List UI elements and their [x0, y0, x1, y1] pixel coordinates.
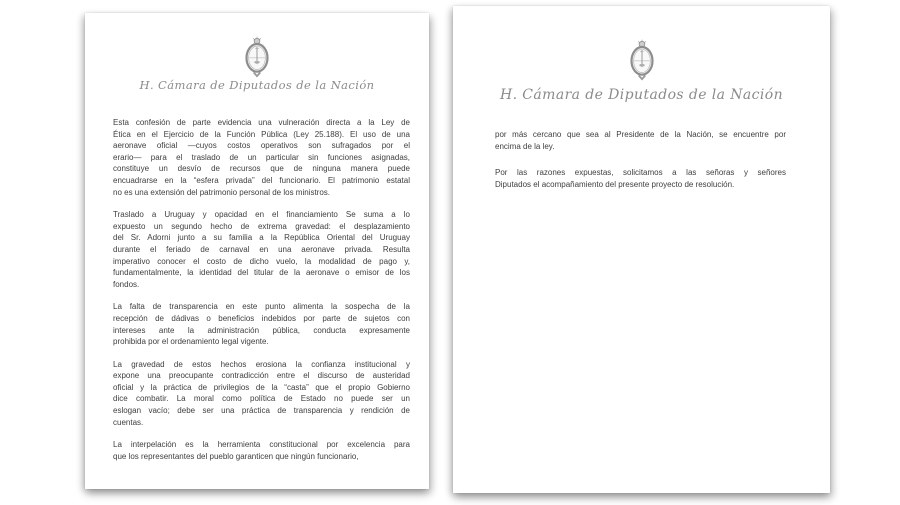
paragraph	[495, 129, 786, 154]
text-line: dice combatir. La moral como política de Estado no puede ser un	[113, 394, 410, 404]
institution-header: H. Cámara de Diputados de la Nación	[500, 87, 783, 103]
text-line: expone una preocupante contradicción entre el discurso de austeridad	[113, 371, 410, 381]
page-body-text	[495, 129, 786, 204]
paragraph	[495, 167, 786, 192]
text-line: imperativo conocer el costo de dicho vuelo, la modalidad de pago y,	[113, 256, 410, 266]
text-line: encuadrarse en la “esfera privada” del funcionario. El patrimonio estatal	[113, 175, 410, 185]
text-line: eslogan vacío; debe ser una práctica de transparencia y rendición de	[113, 406, 410, 416]
text-line: del Sr. Adorni junto a su familia a la República Oriental del Uruguay	[113, 233, 410, 243]
text-line: no es una extensión del patrimonio personal de los ministros.	[113, 187, 331, 197]
text-line: recepción de dádivas o beneficios indebidos por parte de sujetos con	[113, 313, 410, 323]
text-line: que los representantes del pueblo garanticen que ningún funcionario,	[113, 451, 359, 461]
document-page-2	[453, 6, 830, 493]
text-line: aeronave oficial —cuyos costos operativos son sufragados por el	[113, 141, 410, 151]
text-line: fundamentalmente, la identidad del titular de la aeronave o emisor de los	[113, 268, 410, 278]
text-line: cuentas.	[113, 417, 144, 427]
text-line: intereses ante la administración pública, conducta expresamente	[113, 325, 410, 335]
page-body-text	[113, 117, 410, 473]
text-line: fondos.	[113, 279, 140, 289]
text-line: constituye un desvío de recursos que de ninguna manera puede	[113, 164, 410, 174]
text-line: erario— para el traslado de un particular sin funciones asignadas,	[113, 152, 410, 162]
argentina-coat-of-arms-icon	[242, 35, 272, 79]
text-line: Diputados el acompañamiento del presente proyecto de resolución.	[495, 179, 735, 189]
paragraph	[113, 439, 410, 462]
text-line: Por las razones expuestas, solicitamos a las señoras y señores	[495, 167, 786, 177]
text-line: La interpelación es la herramienta constitucional por excelencia para	[113, 440, 410, 450]
text-line: durante el feriado de carnaval en una aeronave privada. Resulta	[113, 244, 410, 254]
text-line: Esta confesión de parte evidencia una vulneración directa a la Ley de	[113, 118, 410, 127]
text-line: Traslado a Uruguay y opacidad en el financiamiento Se suma a lo	[113, 210, 410, 220]
text-line: por más cercano que sea al Presidente de la Nación, se encuentre por	[495, 130, 786, 139]
argentina-coat-of-arms-icon	[627, 38, 657, 82]
text-line: prohibida por el ordenamiento legal vigente.	[113, 337, 269, 347]
text-line: oficial y la práctica de privilegios de la “casta” que el propio Gobierno	[113, 382, 410, 392]
institution-header: H. Cámara de Diputados de la Nación	[139, 78, 375, 92]
paragraph	[113, 117, 410, 198]
paragraph	[113, 301, 410, 347]
paragraph	[113, 209, 410, 290]
text-line: La falta de transparencia en este punto alimenta la sospecha de la	[113, 302, 410, 312]
text-line: La gravedad de estos hechos erosiona la confianza institucional y	[113, 359, 410, 369]
text-line: expuesto un segundo hecho de extrema gravedad: el desplazamiento	[113, 221, 410, 231]
paragraph	[113, 359, 410, 429]
text-line: Ética en el Ejercicio de la Función Pública (Ley 25.188). El uso de una	[113, 129, 410, 139]
text-line: encima de la ley.	[495, 142, 555, 152]
document-page-1	[85, 13, 429, 489]
